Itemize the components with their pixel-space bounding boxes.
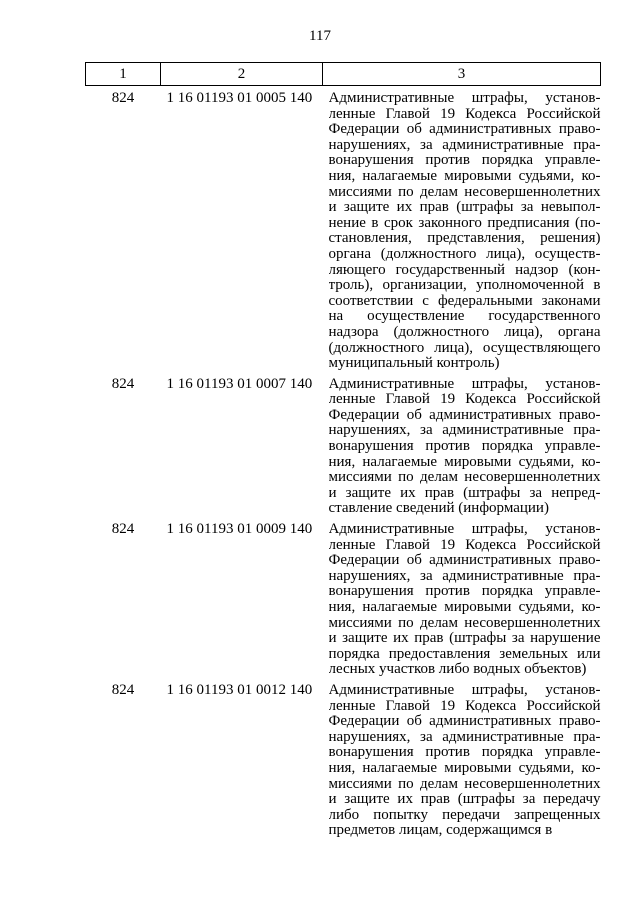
table-row bbox=[86, 678, 601, 839]
description-line: ленные Главой 19 Кодекса Российской bbox=[328, 392, 601, 408]
description-line: Федерации об административных право- bbox=[328, 407, 601, 423]
description-line: ставление сведений (информации) bbox=[328, 501, 549, 517]
description-line: миссиями по делам несовершеннолетних bbox=[328, 776, 601, 792]
description-line: ния, налагаемые мировыми судьями, ко- bbox=[328, 760, 601, 776]
description-line: вонарушения против порядка управле- bbox=[328, 439, 601, 455]
description-line: Административные штрафы, установ- bbox=[328, 522, 601, 538]
budget-code-table bbox=[85, 62, 601, 839]
description-line: (должностного лица), осуществляющего bbox=[328, 340, 601, 356]
description-line: ния, налагаемые мировыми судьями, ко- bbox=[328, 168, 601, 184]
budget-code-cell: 1 16 01193 01 0007 140 bbox=[166, 375, 313, 392]
description-line: вонарушения против порядка управле- bbox=[328, 584, 601, 600]
table-row bbox=[86, 517, 601, 678]
budget-code-cell: 1 16 01193 01 0012 140 bbox=[166, 681, 313, 698]
table-row bbox=[86, 372, 601, 517]
column-header-1: 1 bbox=[86, 63, 161, 86]
description-cell bbox=[323, 678, 601, 839]
admin-code-cell: 824 bbox=[111, 90, 135, 106]
description-line: соответствии с федеральными законами bbox=[328, 293, 601, 309]
description-line: либо попытку передачи запрещенных bbox=[328, 807, 601, 823]
description-line: на осуществление государственного bbox=[328, 309, 601, 325]
budget-code-cell: 1 16 01193 01 0005 140 bbox=[166, 90, 313, 106]
description-line: органа (должностного лица), осуществ- bbox=[328, 246, 601, 262]
description-line: нение в срок законного предписания (по- bbox=[328, 215, 601, 231]
description-cell bbox=[323, 86, 601, 372]
description-line: ленные Главой 19 Кодекса Российской bbox=[328, 537, 601, 553]
description-line: вонарушения против порядка управле- bbox=[328, 153, 601, 169]
description-line: муниципальный контроль) bbox=[328, 356, 500, 372]
description-line: нарушениях, за административные пра- bbox=[328, 137, 601, 153]
description-line: и защите их прав (штрафы за непред- bbox=[328, 485, 601, 501]
description-line: троль), организации, уполномоченной в bbox=[328, 278, 601, 294]
description-line: миссиями по делам несовершеннолетних bbox=[328, 470, 601, 486]
budget-code-cell: 1 16 01193 01 0009 140 bbox=[166, 521, 313, 538]
description-line: Административные штрафы, установ- bbox=[328, 376, 601, 392]
page-number: 117 bbox=[309, 28, 331, 44]
description-line: ния, налагаемые мировыми судьями, ко- bbox=[328, 454, 601, 470]
description-line: Административные штрафы, установ- bbox=[328, 91, 601, 106]
description-line: Административные штрафы, установ- bbox=[328, 682, 601, 698]
description-line: ленные Главой 19 Кодекса Российской bbox=[328, 698, 601, 714]
description-line: нарушениях, за административные пра- bbox=[328, 729, 601, 745]
description-line: надзора (должностного лица), органа bbox=[328, 324, 601, 340]
table-row bbox=[86, 86, 601, 372]
description-line: нарушениях, за административные пра- bbox=[328, 423, 601, 439]
admin-code-cell: 824 bbox=[111, 375, 135, 392]
description-line: ленные Главой 19 Кодекса Российской bbox=[328, 106, 601, 122]
description-cell bbox=[323, 517, 601, 678]
description-line: и защите их прав (штрафы за невыпол- bbox=[328, 200, 601, 216]
description-cell bbox=[323, 372, 601, 517]
description-line: Федерации об административных право- bbox=[328, 714, 601, 730]
description-line: и защите их прав (штрафы за нарушение bbox=[328, 631, 601, 647]
description-line: Федерации об административных право- bbox=[328, 553, 601, 569]
column-header-2: 2 bbox=[161, 63, 323, 86]
description-line: миссиями по делам несовершеннолетних bbox=[328, 615, 601, 631]
description-line: становления, представления, решения) bbox=[328, 231, 601, 247]
description-line: ляющего государственный надзор (кон- bbox=[328, 262, 601, 278]
description-line: миссиями по делам несовершеннолетних bbox=[328, 184, 601, 200]
description-line: нарушениях, за административные пра- bbox=[328, 568, 601, 584]
table-body bbox=[86, 86, 601, 839]
description-line: предметов лицам, содержащимся в bbox=[328, 823, 553, 839]
description-line: Федерации об административных право- bbox=[328, 122, 601, 138]
description-line: и защите их прав (штрафы за передачу bbox=[328, 792, 601, 808]
column-header-3: 3 bbox=[323, 63, 601, 86]
description-line: порядка предоставления земельных или bbox=[328, 646, 601, 662]
description-line: лесных участков либо водных объектов) bbox=[328, 662, 587, 678]
admin-code-cell: 824 bbox=[111, 521, 135, 538]
table-header-row bbox=[86, 63, 601, 86]
admin-code-cell: 824 bbox=[111, 681, 135, 698]
description-line: вонарушения против порядка управле- bbox=[328, 745, 601, 761]
description-line: ния, налагаемые мировыми судьями, ко- bbox=[328, 600, 601, 615]
